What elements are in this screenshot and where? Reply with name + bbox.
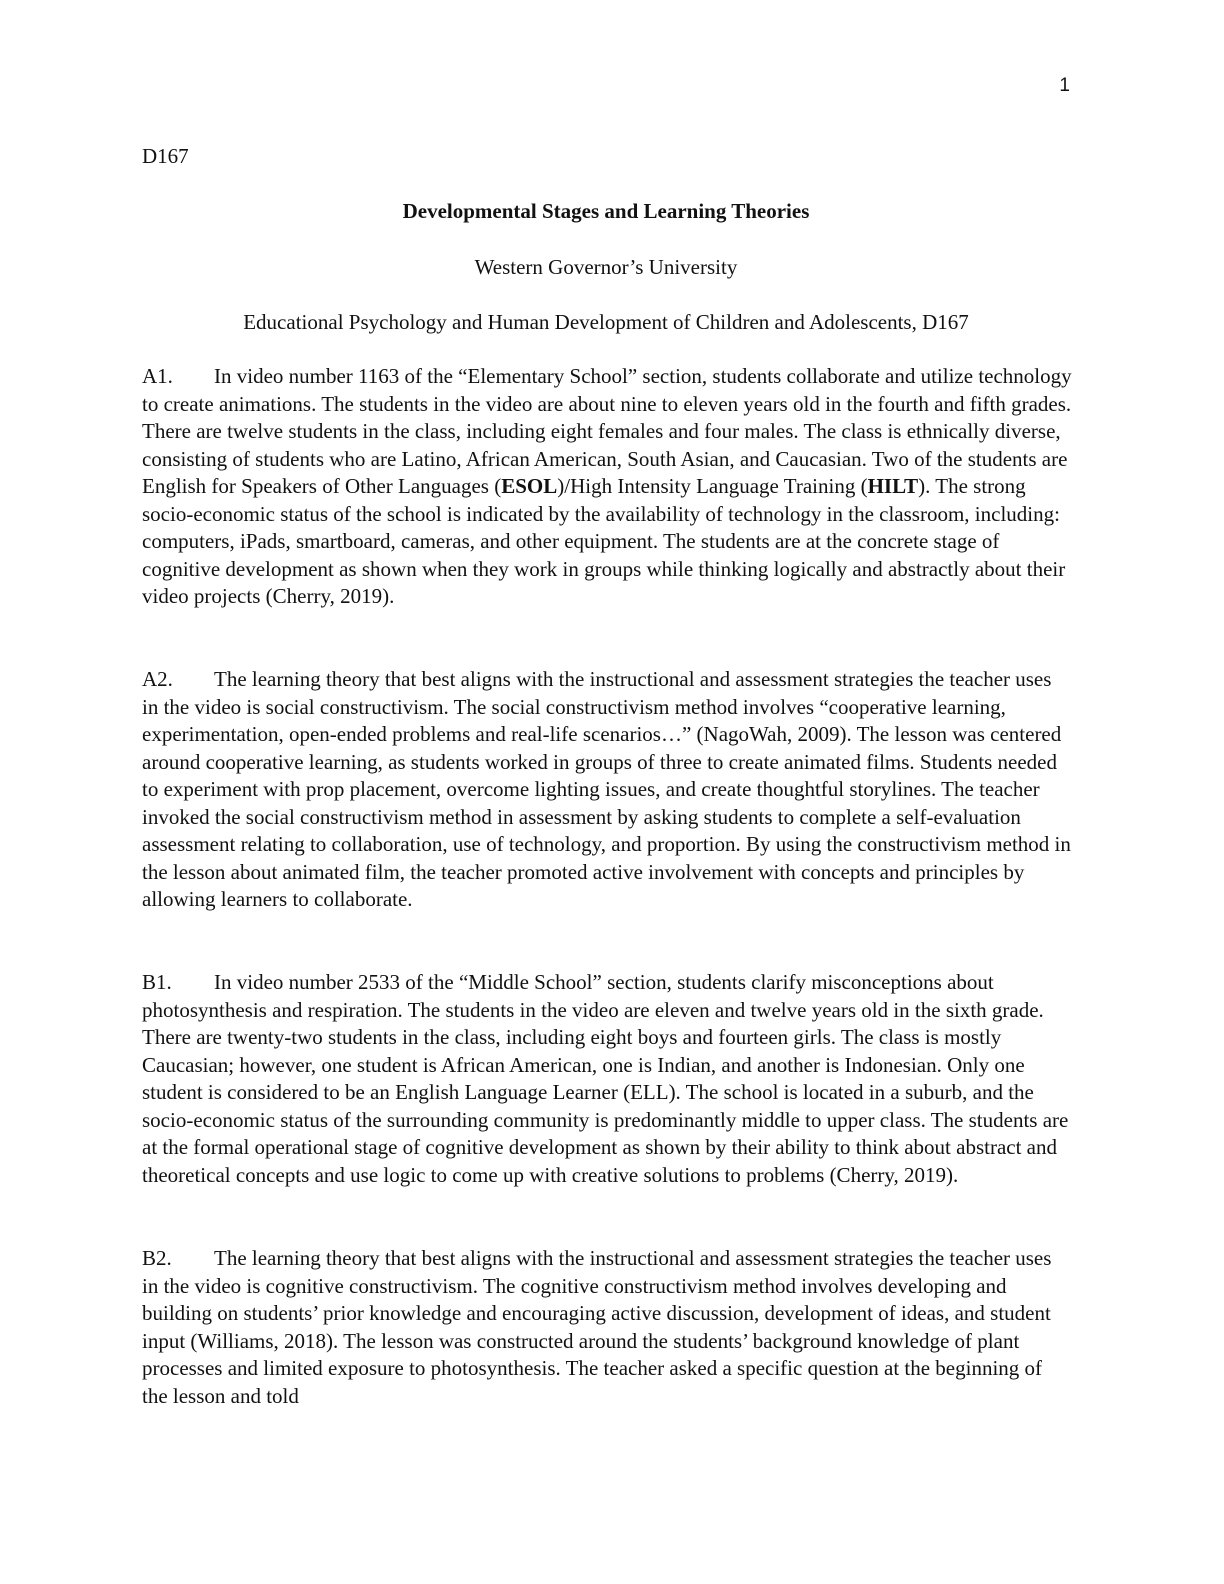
paragraph-text: In video number 2533 of the “Middle School” section, students clarify misconceptions about photosynthesis and respiration. The students in the video are eleven and twelve years old in the sixth grade. There are twenty-two students in the class, including eight boys and fourteen girls. The class is mostly Caucasian; however, one student is African American, one is Indian, and another is Indonesian. Only one student is considered to be an English Language Learner (ELL). The school is located in a suburb, and the socio-economic status of the surrounding community is predominantly middle to upper class. The students are at the formal operational stage of cognitive development as shown by their ability to think about abstract and theoretical concepts and use logic to come up with creative solutions to problems (Cherry, 2019). [142, 970, 1069, 1187]
section-label: A2. [142, 667, 173, 691]
paragraph-text: In video number 1163 of the “Elementary School” section, students collaborate and utilize technology to create animations. The students in the video are about nine to eleven years old in the fourth and fifth grades. There are twelve students in the class, including eight females and four males. The class is ethnically diverse, consisting of students who are Latino, African American, South Asian, and Caucasian. Two of the students are English for Speakers of Other Languages ( [142, 364, 1072, 498]
section-a2-paragraph [142, 666, 1072, 914]
paragraph-text: The learning theory that best aligns with the instructional and assessment strategies the teacher uses in the video is cognitive constructivism. The cognitive constructivism method involves developing and building on students’ prior knowledge and encouraging active discussion, development of ideas, and student input (Williams, 2018). The lesson was constructed around the students’ background knowledge of plant processes and limited exposure to photosynthesis. The teacher asked a specific question at the beginning of the lesson and told [142, 1246, 1052, 1408]
hilt-abbreviation: HILT [867, 474, 919, 498]
paragraph-text: )/High Intensity Language Training ( [557, 474, 868, 498]
document-title: Developmental Stages and Learning Theories [402, 199, 810, 223]
page-number: 1 [1059, 75, 1070, 96]
section-a1-paragraph [142, 363, 1072, 611]
section-label: B2. [142, 1246, 172, 1270]
section-label: B1. [142, 970, 172, 994]
section-label: A1. [142, 364, 173, 388]
esol-abbreviation: ESOL [501, 474, 558, 498]
section-b1-paragraph [142, 969, 1072, 1189]
section-b2-paragraph [142, 1245, 1072, 1410]
paragraph-text: The learning theory that best aligns with the instructional and assessment strategies the teacher uses in the video is social constructivism. The social constructivism method involves “cooperative learning, experimentation, open-ended problems and real-life scenarios…” (NagoWah, 2009). The lesson was centered around cooperative learning, as students worked in groups of three to create animated films. Students needed to experiment with prop placement, overcome lighting issues, and create thoughtful storylines. The teacher invoked the social constructivism method in assessment by asking students to complete a self-evaluation assessment relating to collaboration, use of technology, and proportion. By using the constructivism method in the lesson about animated film, the teacher promoted active involvement with concepts and principles by allowing learners to collaborate. [142, 667, 1071, 911]
course-name: Educational Psychology and Human Development of Children and Adolescents, D167 [243, 310, 969, 334]
paragraph-text: ). The strong socio-economic status of the school is indicated by the availability of technology in the classroom, including: computers, iPads, smartboard, cameras, and other equipment. The students are at the concrete stage of cognitive development as shown when they work in groups while thinking logically and abstractly about their video projects (Cherry, 2019). [142, 474, 1066, 608]
university-name: Western Governor’s University [474, 255, 738, 279]
course-code: D167 [142, 144, 189, 168]
